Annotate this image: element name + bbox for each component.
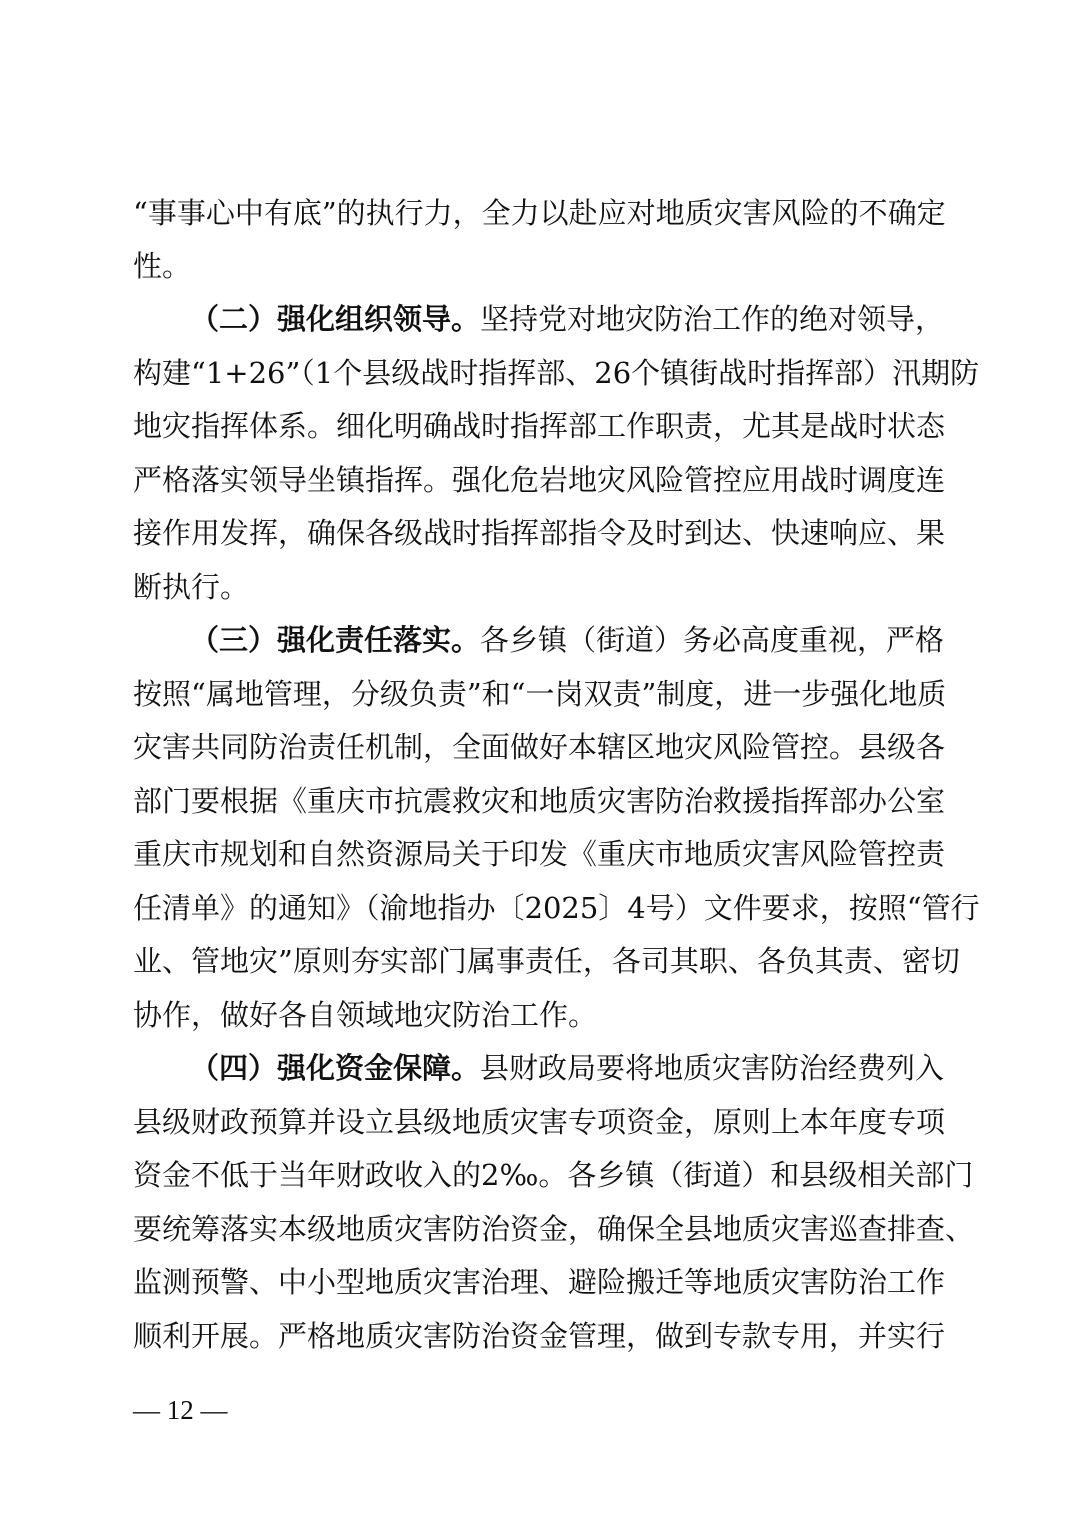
text-line-12: 部门要根据《重庆市抗震救灾和地质灾害防治救援指挥部办公室 <box>133 784 946 818</box>
text-line-8: 断执行。 <box>133 570 250 604</box>
text-line-10: 按照“属地管理，分级负责”和“一岗双责”制度，进一步强化地质 <box>133 677 947 711</box>
text-line-19: 资金不低于当年财政收入的2‰。各乡镇（街道）和县级相关部门 <box>133 1158 974 1192</box>
section-text-4: 县财政局要将地质灾害防治经费列入 <box>480 1051 945 1085</box>
section-heading-line-4 <box>190 1048 943 1088</box>
text-line-20: 要统筹落实本级地质灾害防治资金，确保全县地质灾害巡查排查、 <box>133 1212 975 1246</box>
text-line-16: 协作，做好各自领域地灾防治工作。 <box>133 998 598 1032</box>
section-heading-2: （二）强化组织领导。 <box>190 302 481 336</box>
text-line-13: 重庆市规划和自然资源局关于印发《重庆市地质灾害风险管控责 <box>133 837 946 871</box>
text-line-5: 地灾指挥体系。细化明确战时指挥部工作职责，尤其是战时状态 <box>133 409 946 443</box>
text-line-21: 监测预警、中小型地质灾害治理、避险搬迁等地质灾害防治工作 <box>133 1265 946 1299</box>
text-line-7: 接作用发挥，确保各级战时指挥部指令及时到达、快速响应、果 <box>133 516 946 550</box>
section-heading-line-2 <box>190 299 943 339</box>
page-number: — 12 — <box>133 1395 228 1425</box>
section-text-3: 各乡镇（街道）务必高度重视，严格 <box>480 623 945 657</box>
text-line-6: 严格落实领导坐镇指挥。强化危岩地灾风险管控应用战时调度连 <box>133 463 946 497</box>
text-line-2: 性。 <box>133 249 192 283</box>
text-line-22: 顺利开展。严格地质灾害防治资金管理，做到专款专用，并实行 <box>133 1319 946 1353</box>
text-line-15: 业、管地灾”原则夯实部门属事责任，各司其职、各负其责、密切 <box>133 944 960 978</box>
section-text-2: 坚持党对地灾防治工作的绝对领导， <box>480 302 945 336</box>
text-line-11: 灾害共同防治责任机制，全面做好本辖区地灾风险管控。县级各 <box>133 730 946 764</box>
text-line-18: 县级财政预算并设立县级地质灾害专项资金，原则上本年度专项 <box>133 1105 946 1139</box>
text-line-14: 任清单》的通知》（渝地指办〔2025〕4号）文件要求，按照“管行 <box>133 891 980 925</box>
text-line-4: 构建“1+26”（1个县级战时指挥部、26个镇街战时指挥部）汛期防 <box>133 356 980 390</box>
section-heading-line-3 <box>190 620 943 660</box>
section-heading-4: （四）强化资金保障。 <box>190 1051 481 1085</box>
text-line-1: “事事心中有底”的执行力，全力以赴应对地质灾害风险的不确定 <box>133 196 946 230</box>
section-heading-3: （三）强化责任落实。 <box>190 623 481 657</box>
